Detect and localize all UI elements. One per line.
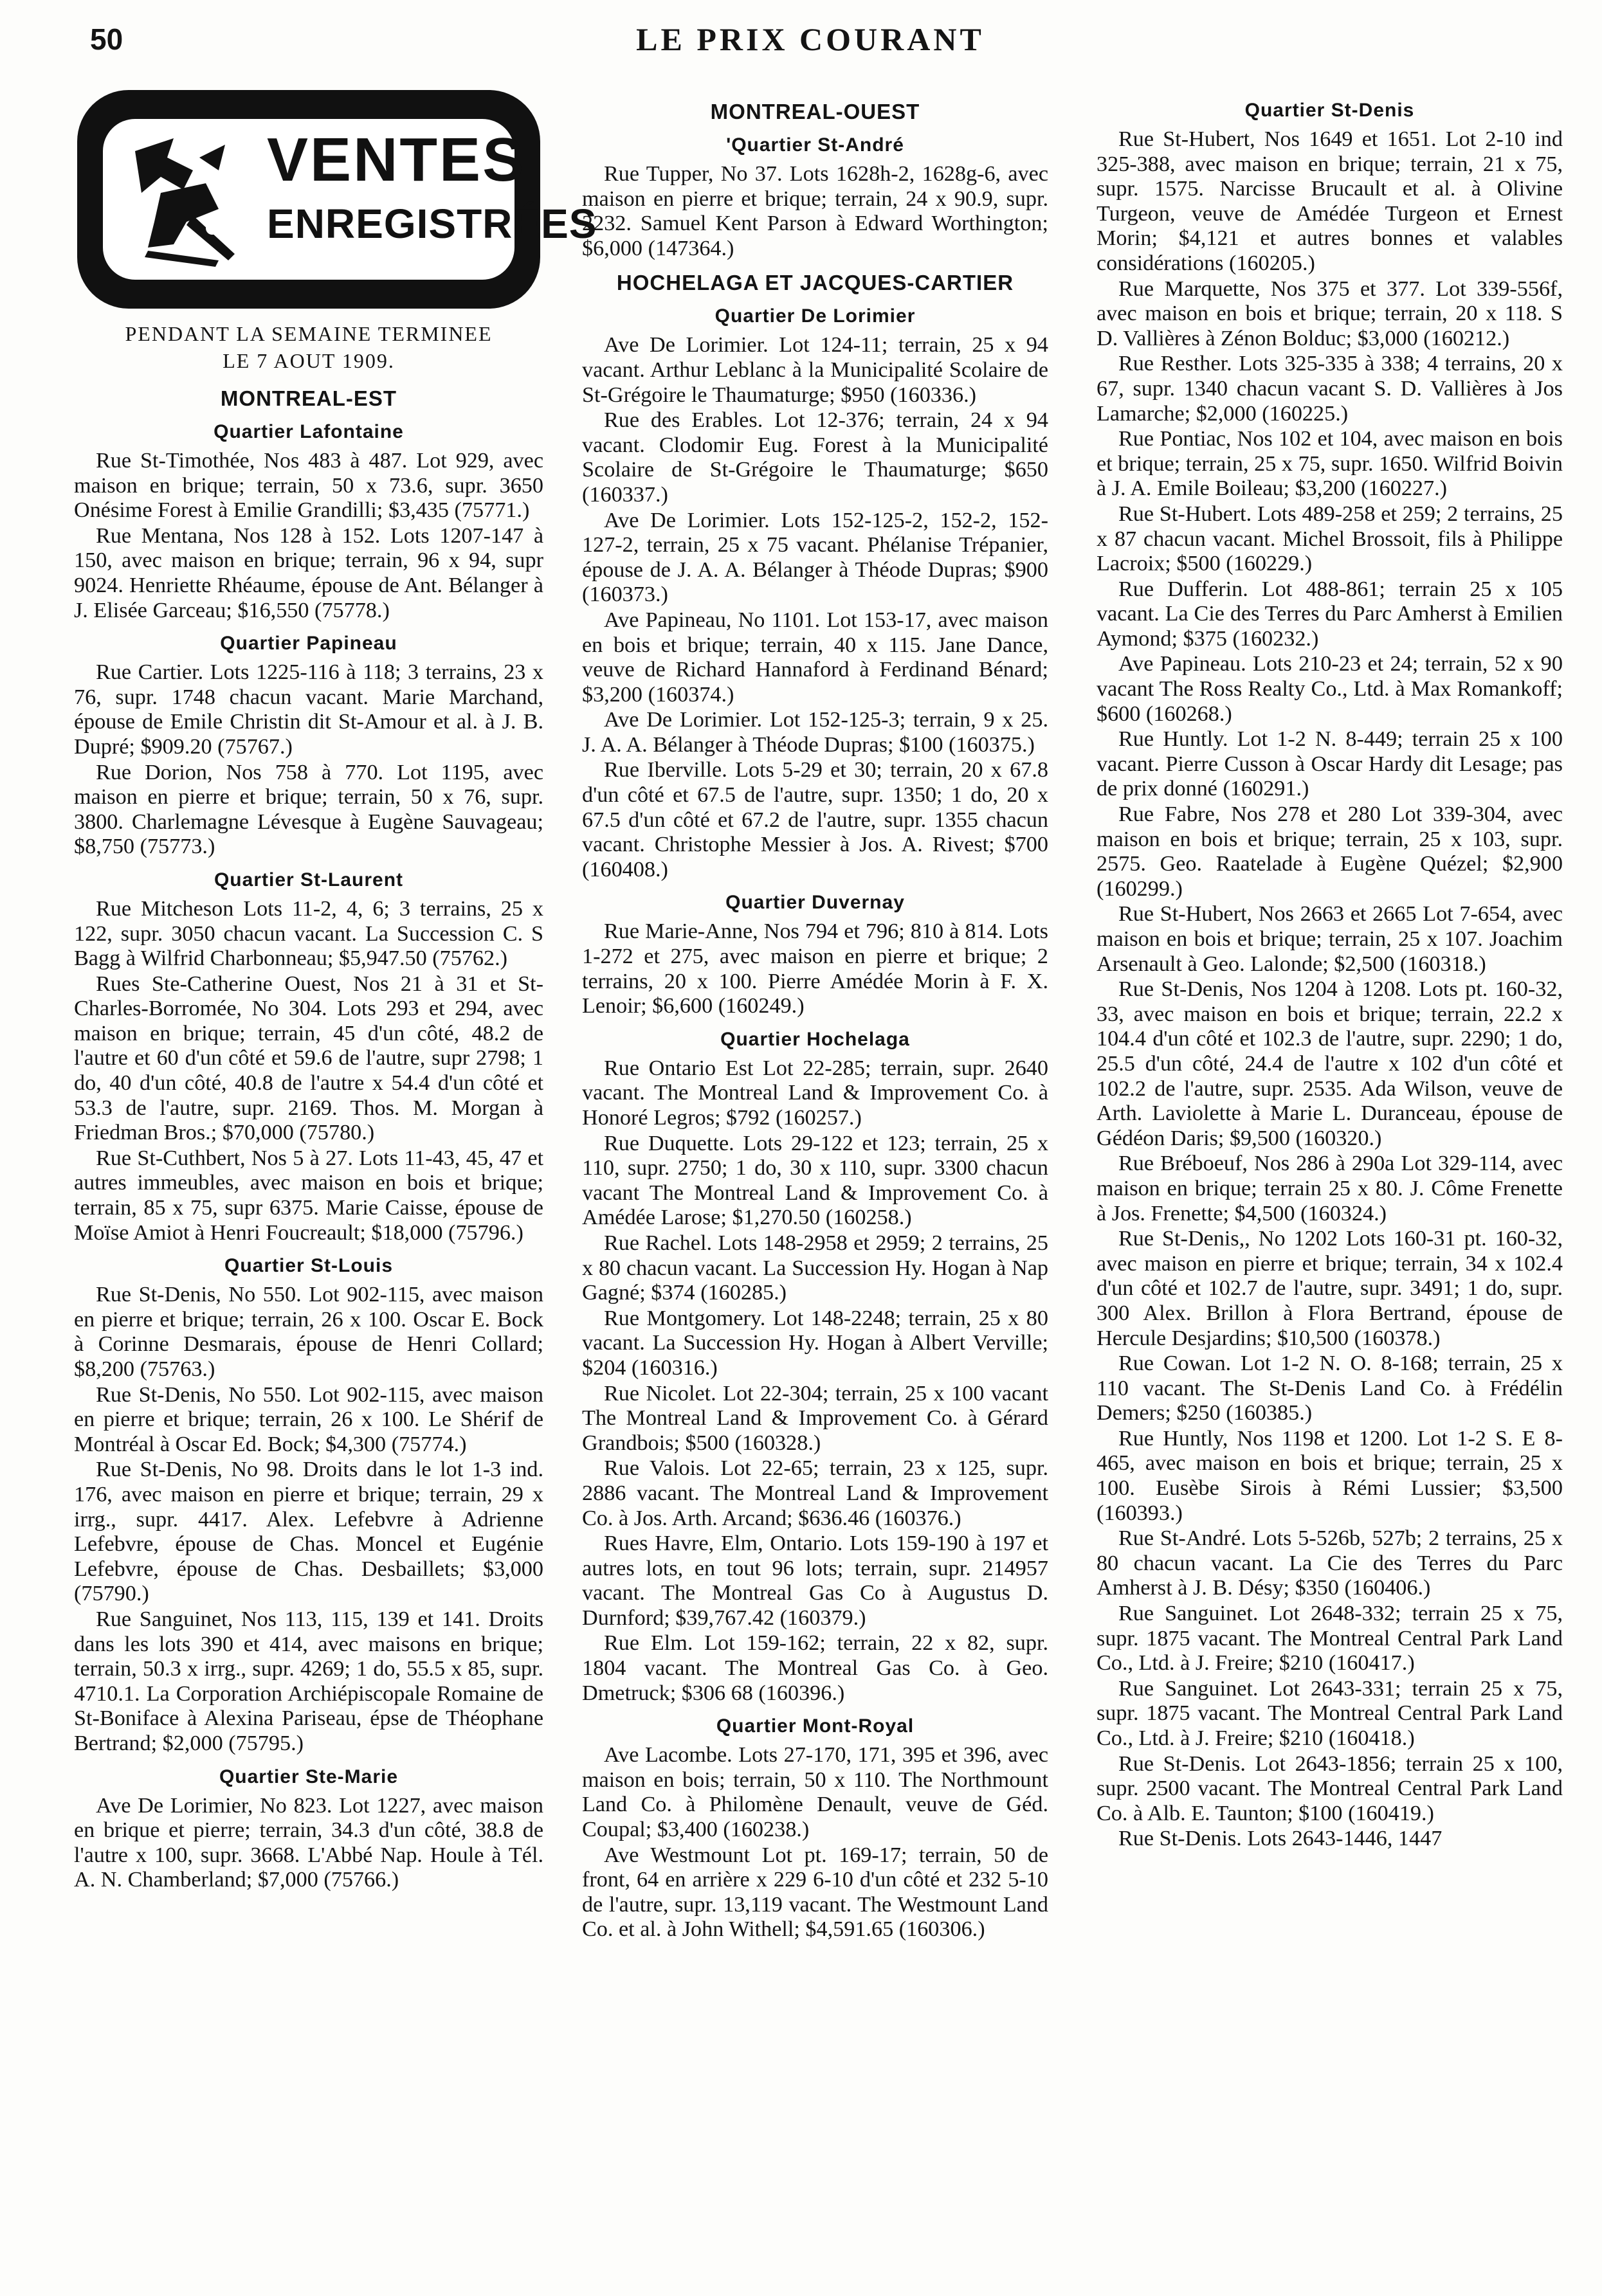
sale-entry: Rue Huntly. Lot 1-2 N. 8-449; terrain 25 x 100 vacant. Pierre Cusson à Oscar Hardy dit Lesage; pas de prix donné (160291.) bbox=[1097, 727, 1563, 801]
sale-entry: Rue St-Timothée, Nos 483 à 487. Lot 929, avec maison en brique; terrain, 50 x 73.6, supr. 3650 Onésime Forest à Emilie Grandilli; $3,435 (75771.) bbox=[74, 449, 543, 523]
sale-entry: Rue Iberville. Lots 5-29 et 30; terrain, 20 x 67.8 d'un côté et 67.5 de l'autre, supr. 1350; 1 do, 20 x 67.5 d'un côté et 67.2 de l'autre, supr. 1355 chacun vacant. Christophe Messier à Jos. A. Rivest; $700 (160408.) bbox=[582, 758, 1048, 881]
quartier-heading: Quartier Hochelaga bbox=[720, 1028, 910, 1050]
intro-caption bbox=[74, 320, 543, 374]
section-heading: MONTREAL-EST bbox=[220, 386, 397, 410]
quartier-heading: Quartier St-Louis bbox=[224, 1255, 394, 1277]
sale-entry: Rue Fabre, Nos 278 et 280 Lot 339-304, avec maison en bois et brique; terrain, 25 x 103, supr. 2575. Geo. Raatelade à Eugène Quézel; $2,900 (160299.) bbox=[1097, 802, 1563, 901]
section-heading: HOCHELAGA ET JACQUES-CARTIER bbox=[616, 271, 1014, 295]
sale-entry: Ave De Lorimier, No 823. Lot 1227, avec maison en brique et pierre; terrain, 34.3 d'un côté, 38.8 de l'autre x 100, supr. 3668. L'Abbé Nap. Houle à Tél. A. N. Chamberland; $7,000 (75766.) bbox=[74, 1793, 543, 1892]
sale-entry: Rue Mitcheson Lots 11-2, 4, 6; 3 terrains, 25 x 122, supr. 3050 chacun vacant. La Succession C. S Bagg à Wilfrid Charbonneau; $5,947.50 (75762.) bbox=[74, 896, 543, 971]
sale-entry: Rue Sanguinet. Lot 2643-331; terrain 25 x 75, supr. 1875 vacant. The Montreal Central Park Land Co., Ltd. à J. Freire; $210 (160418.) bbox=[1097, 1676, 1563, 1750]
sale-entry: Rue Duquette. Lots 29-122 et 123; terrain, 25 x 110, supr. 2750; 1 do, 30 x 110, supr. 3300 chacun vacant The Montreal Land & Improvement Co. à Amédée Larose; $1,270.50 (160258.) bbox=[582, 1131, 1048, 1230]
quartier-heading: Quartier Papineau bbox=[220, 633, 397, 655]
page-number: 50 bbox=[90, 23, 123, 56]
column-2 bbox=[582, 90, 1048, 2276]
sale-entry: Rue St-Denis, Nos 1204 à 1208. Lots pt. 160-32, 33, avec maison en bois et brique; terrain, 22.2 x 104.4 d'un côté et 102.3 de l'autre, supr. 2290; 1 do, 25.5 d'un côté, 24.4 de l'autre x 102 d'un côté et 102.2 de l'autre, supr. 2535. Ada Wilson, veuve de Arth. Laviolette à Marie L. Duranceau, épouse de Gédéon Daris; $9,500 (160320.) bbox=[1097, 977, 1563, 1150]
sale-entry: Ave De Lorimier. Lots 152-125-2, 152-2, 152-127-2, terrain, 25 x 75 vacant. Phélanise Trépanier, épouse de J. A. A. Bélanger à Théode Dupras; $900 (160373.) bbox=[582, 508, 1048, 607]
quartier-heading: Quartier St-Denis bbox=[1244, 100, 1415, 121]
sale-entry: Rue St-Denis. Lots 2643-1446, 1447 bbox=[1118, 1827, 1443, 1851]
sale-entry: Rue Rachel. Lots 148-2958 et 2959; 2 terrains, 25 x 80 chacun vacant. La Succession Hy. Hogan à Nap Gagné; $374 (160285.) bbox=[582, 1231, 1048, 1305]
sale-entry: Rue Montgomery. Lot 148-2248; terrain, 25 x 80 vacant. La Succession Hy. Hogan à Albert Verville; $204 (160316.) bbox=[582, 1306, 1048, 1380]
sale-entry: Rues Ste-Catherine Ouest, Nos 21 à 31 et St-Charles-Borromée, No 304. Lots 293 et 294, avec maison en brique; terrain, 45 d'un côté, 48.2 de l'autre et 60 d'un côté et 59.6 de l'autre, supr 2798; 1 do, 40 d'un côté, 40.8 de l'autre x 54.4 d'un côté et 53.3 de l'autre, supr. 2169. Thos. M. Morgan à Friedman Bros.; $70,000 (75780.) bbox=[74, 972, 543, 1145]
sale-entry: Rue Marie-Anne, Nos 794 et 796; 810 à 814. Lots 1-272 et 275, avec maison en pierre et brique; 2 terrains, 20 x 100. Pierre Amédée Morin à F. X. Lenoir; $6,600 (160249.) bbox=[582, 919, 1048, 1018]
sale-entry: Rue St-Cuthbert, Nos 5 à 27. Lots 11-43, 45, 47 et autres immeubles, avec maison en bois et brique; terrain, 85 x 75, supr 6375. Marie Caisse, épouse de Moïse Amiot à Henri Foucreault; $18,000 (75796.) bbox=[74, 1146, 543, 1245]
sale-entry: Rue Sanguinet, Nos 113, 115, 139 et 141. Droits dans les lots 390 et 414, avec maisons en brique; terrain, 50.3 x irrg., supr. 4269; 1 do, 55.5 x 85, supr. 4710.1. La Corporation Archiépiscopale Romaine de St-Boniface à Alexina Pariseau, épse de Théophane Bertrand; $2,000 (75795.) bbox=[74, 1607, 543, 1755]
sale-entry: Ave Westmount Lot pt. 169-17; terrain, 50 de front, 64 en arrière x 229 6-10 d'un côté et 232 5-10 de l'autre, supr. 13,119 vacant. The Westmount Land Co. et al. à John Withell; $4,591.65 (160306.) bbox=[582, 1843, 1048, 1942]
sale-entry: Ave Lacombe. Lots 27-170, 171, 395 et 396, avec maison en bois; terrain, 50 x 110. The Northmount Land Co. à Philomène Denault, veuve de Géd. Coupal; $3,400 (160238.) bbox=[582, 1743, 1048, 1842]
sale-entry: Rues Havre, Elm, Ontario. Lots 159-190 à 197 et autres lots, en tout 96 lots; terrain, supr. 214957 vacant. The Montreal Gas Co à Augustus D. Durnford; $39,767.42 (160379.) bbox=[582, 1532, 1048, 1630]
quartier-heading: 'Quartier St-André bbox=[726, 134, 904, 156]
quartier-heading: Quartier Mont-Royal bbox=[716, 1715, 915, 1737]
sale-entry: Rue Dufferin. Lot 488-861; terrain 25 x 105 vacant. La Cie des Terres du Parc Amherst à Emilien Aymond; $375 (160232.) bbox=[1097, 577, 1563, 651]
sale-entry: Rue Marquette, Nos 375 et 377. Lot 339-556f, avec maison en bois et brique; terrain, 20 x 118. S D. Vallières à Zénon Bolduc; $3,000 (160212.) bbox=[1097, 276, 1563, 350]
sale-entry: Ave De Lorimier. Lot 124-11; terrain, 25 x 94 vacant. Arthur Leblanc à la Municipalité Scolaire de St-Grégoire le Thaumaturge; $950 (160336.) bbox=[582, 333, 1048, 407]
quartier-heading: Quartier Lafontaine bbox=[214, 421, 404, 442]
sale-entry: Rue Dorion, Nos 758 à 770. Lot 1195, avec maison en pierre et brique; terrain, 50 x 76, supr. 3800. Charlemagne Lévesque à Eugène Sauvageau; $8,750 (75773.) bbox=[74, 760, 543, 859]
sale-entry: Rue Tupper, No 37. Lots 1628h-2, 1628g-6, avec maison en pierre et brique; terrain, 24 x 90.9, supr. 2232. Samuel Kent Parson à Edward Worthington; $6,000 (147364.) bbox=[582, 162, 1048, 260]
quartier-heading: Quartier De Lorimier bbox=[715, 305, 916, 327]
intro-line-2: LE 7 AOUT 1909. bbox=[223, 349, 395, 372]
quartier-heading: Quartier Duvernay bbox=[725, 892, 905, 914]
section-heading: MONTREAL-OUEST bbox=[710, 100, 920, 123]
intro-line-1: PENDANT LA SEMAINE TERMINEE bbox=[125, 322, 493, 345]
column-3 bbox=[1097, 90, 1563, 2276]
sale-entry: Rue Resther. Lots 325-335 à 338; 4 terrains, 20 x 67, supr. 1340 chacun vacant S. D. Vallières à Jos Lamarche; $2,000 (160225.) bbox=[1097, 352, 1563, 426]
sale-entry: Ave Papineau, No 1101. Lot 153-17, avec maison en bois et brique; terrain, 40 x 115. Jane Dance, veuve de Richard Hannaford à Ferdinand Bénard; $3,200 (160374.) bbox=[582, 608, 1048, 707]
running-title: LE PRIX COURANT bbox=[636, 21, 985, 57]
sale-entry: Rue St-Denis, No 550. Lot 902-115, avec maison en pierre et brique; terrain, 26 x 100. Oscar E. Bock à Corinne Desmarais, épouse de Henri Collard; $8,200 (75763.) bbox=[74, 1283, 543, 1381]
sale-entry: Rue Cartier. Lots 1225-116 à 118; 3 terrains, 23 x 76, supr. 1748 chacun vacant. Marie Marchand, épouse de Emile Christin dit St-Amour et al. à J. B. Dupré; $909.20 (75767.) bbox=[74, 660, 543, 759]
logo-word-ventes: VENTES bbox=[267, 125, 526, 194]
page-header bbox=[71, 18, 1550, 63]
pen-hand-illustration-icon bbox=[122, 132, 251, 270]
logo-word-enregistrees: ENREGISTRÉES bbox=[267, 201, 597, 247]
sale-entry: Rue Sanguinet. Lot 2648-332; terrain 25 x 75, supr. 1875 vacant. The Montreal Central Park Land Co., Ltd. à J. Freire; $210 (160417.) bbox=[1097, 1602, 1563, 1676]
sale-entry: Rue Bréboeuf, Nos 286 à 290a Lot 329-114, avec maison en brique; terrain 25 x 80. J. Côme Frenette à Jos. Frenette; $4,500 (160324.) bbox=[1097, 1152, 1563, 1225]
sale-entry: Rue St-Denis. Lot 2643-1856; terrain 25 x 100, supr. 2500 vacant. The Montreal Central Park Land Co. à Alb. E. Taunton; $100 (160419.) bbox=[1097, 1751, 1563, 1825]
sale-entry: Rue Mentana, Nos 128 à 152. Lots 1207-147 à 150, avec maison en brique; terrain, 96 x 94, supr 9024. Henriette Rhéaume, épouse de Ant. Bélanger à J. Elisée Garceau; $16,550 (75778.) bbox=[74, 523, 543, 622]
sale-entry: Ave De Lorimier. Lot 152-125-3; terrain, 9 x 25. J. A. A. Bélanger à Théode Dupras; $100 (160375.) bbox=[582, 708, 1048, 757]
sale-entry: Rue Cowan. Lot 1-2 N. O. 8-168; terrain, 25 x 110 vacant. The St-Denis Land Co. à Frédélin Demers; $250 (160385.) bbox=[1097, 1351, 1563, 1425]
sale-entry: Rue Nicolet. Lot 22-304; terrain, 25 x 100 vacant The Montreal Land & Improvement Co. à Gérard Grandbois; $500 (160328.) bbox=[582, 1381, 1048, 1455]
sale-entry: Rue St-Hubert, Nos 1649 et 1651. Lot 2-10 ind 325-388, avec maison en brique; terrain, 21 x 75, supr. 1575. Narcisse Brucault et al. à Olivine Turgeon, veuve de Amédée Turgeon et Ernest Morin; $4,121 et autres bonnes et valables considérations (160205.) bbox=[1097, 127, 1563, 275]
logo-panel bbox=[103, 119, 597, 280]
sale-entry: Rue Huntly, Nos 1198 et 1200. Lot 1-2 S. E 8-465, avec maison en bois et brique; terrain, 25 x 100. Eusèbe Sirois à Rémi Lussier; $3,500 (160393.) bbox=[1097, 1426, 1563, 1525]
sale-entry: Rue Ontario Est Lot 22-285; terrain, supr. 2640 vacant. The Montreal Land & Improvement Co. à Honoré Legros; $792 (160257.) bbox=[582, 1056, 1048, 1130]
sale-entry: Rue Valois. Lot 22-65; terrain, 23 x 125, supr. 2886 vacant. The Montreal Land & Improvement Co. à Jos. Arth. Arcand; $636.46 (160376.) bbox=[582, 1456, 1048, 1530]
ventes-enregistrees-logo bbox=[77, 90, 597, 309]
sale-entry: Rue Elm. Lot 159-162; terrain, 22 x 82, supr. 1804 vacant. The Montreal Gas Co. à Geo. Dmetruck; $306 68 (160396.) bbox=[582, 1631, 1048, 1705]
sale-entry: Rue St-Denis,, No 1202 Lots 160-31 pt. 160-32, avec maison en pierre et brique; terrain, 34 x 102.4 d'un côté et 102.7 de l'autre, supr. 3491; 1 do, supr. 300 Alex. Brillon à Flora Bertrand, épouse de Hercule Desjardins; $10,500 (160378.) bbox=[1097, 1227, 1563, 1350]
logo-wordmark bbox=[267, 122, 597, 249]
sale-entry: Rue St-Hubert. Lots 489-258 et 259; 2 terrains, 25 x 87 chacun vacant. Michel Brossoit, fils à Philippe Lacroix; $500 (160229.) bbox=[1097, 502, 1563, 576]
sale-entry: Rue St-Denis, No 550. Lot 902-115, avec maison en pierre et brique; terrain, 26 x 100. Le Shérif de Montréal à Oscar Ed. Bock; $4,300 (75774.) bbox=[74, 1382, 543, 1456]
quartier-heading: Quartier Ste-Marie bbox=[219, 1766, 399, 1787]
sale-entry: Rue St-André. Lots 5-526b, 527b; 2 terrains, 25 x 80 chacun vacant. La Cie des Terres du Parc Amherst à J. B. Désy; $350 (160406.) bbox=[1097, 1526, 1563, 1600]
sale-entry: Rue Pontiac, Nos 102 et 104, avec maison en bois et brique; terrain, 25 x 75, supr. 1650. Wilfrid Boivin à J. A. Emile Boileau; $3,200 (160227.) bbox=[1097, 427, 1563, 501]
sale-entry: Rue St-Hubert, Nos 2663 et 2665 Lot 7-654, avec maison en bois et brique; terrain, 25 x 107. Joachim Arsenault à Geo. Lalonde; $2,500 (160318.) bbox=[1097, 902, 1563, 976]
column-1 bbox=[74, 90, 597, 2276]
quartier-heading: Quartier St-Laurent bbox=[214, 869, 404, 890]
sale-entry: Ave Papineau. Lots 210-23 et 24; terrain, 52 x 90 vacant The Ross Realty Co., Ltd. à Max Romankoff; $600 (160268.) bbox=[1097, 652, 1563, 726]
sale-entry: Rue St-Denis, No 98. Droits dans le lot 1-3 ind. 176, avec maison en pierre et brique; terrain, 29 x irrg., supr. 4417. Alex. Lefebvre à Adrienne Lefebvre, épouse de Chas. Moncel et Eugénie Lefebvre, épouse de Chas. Desbaillets; $3,000 (75790.) bbox=[74, 1458, 543, 1606]
sale-entry: Rue des Erables. Lot 12-376; terrain, 24 x 94 vacant. Clodomir Eug. Forest à la Municipalité Scolaire de St-Grégoire le Thaumaturge; $650 (160337.) bbox=[582, 408, 1048, 507]
